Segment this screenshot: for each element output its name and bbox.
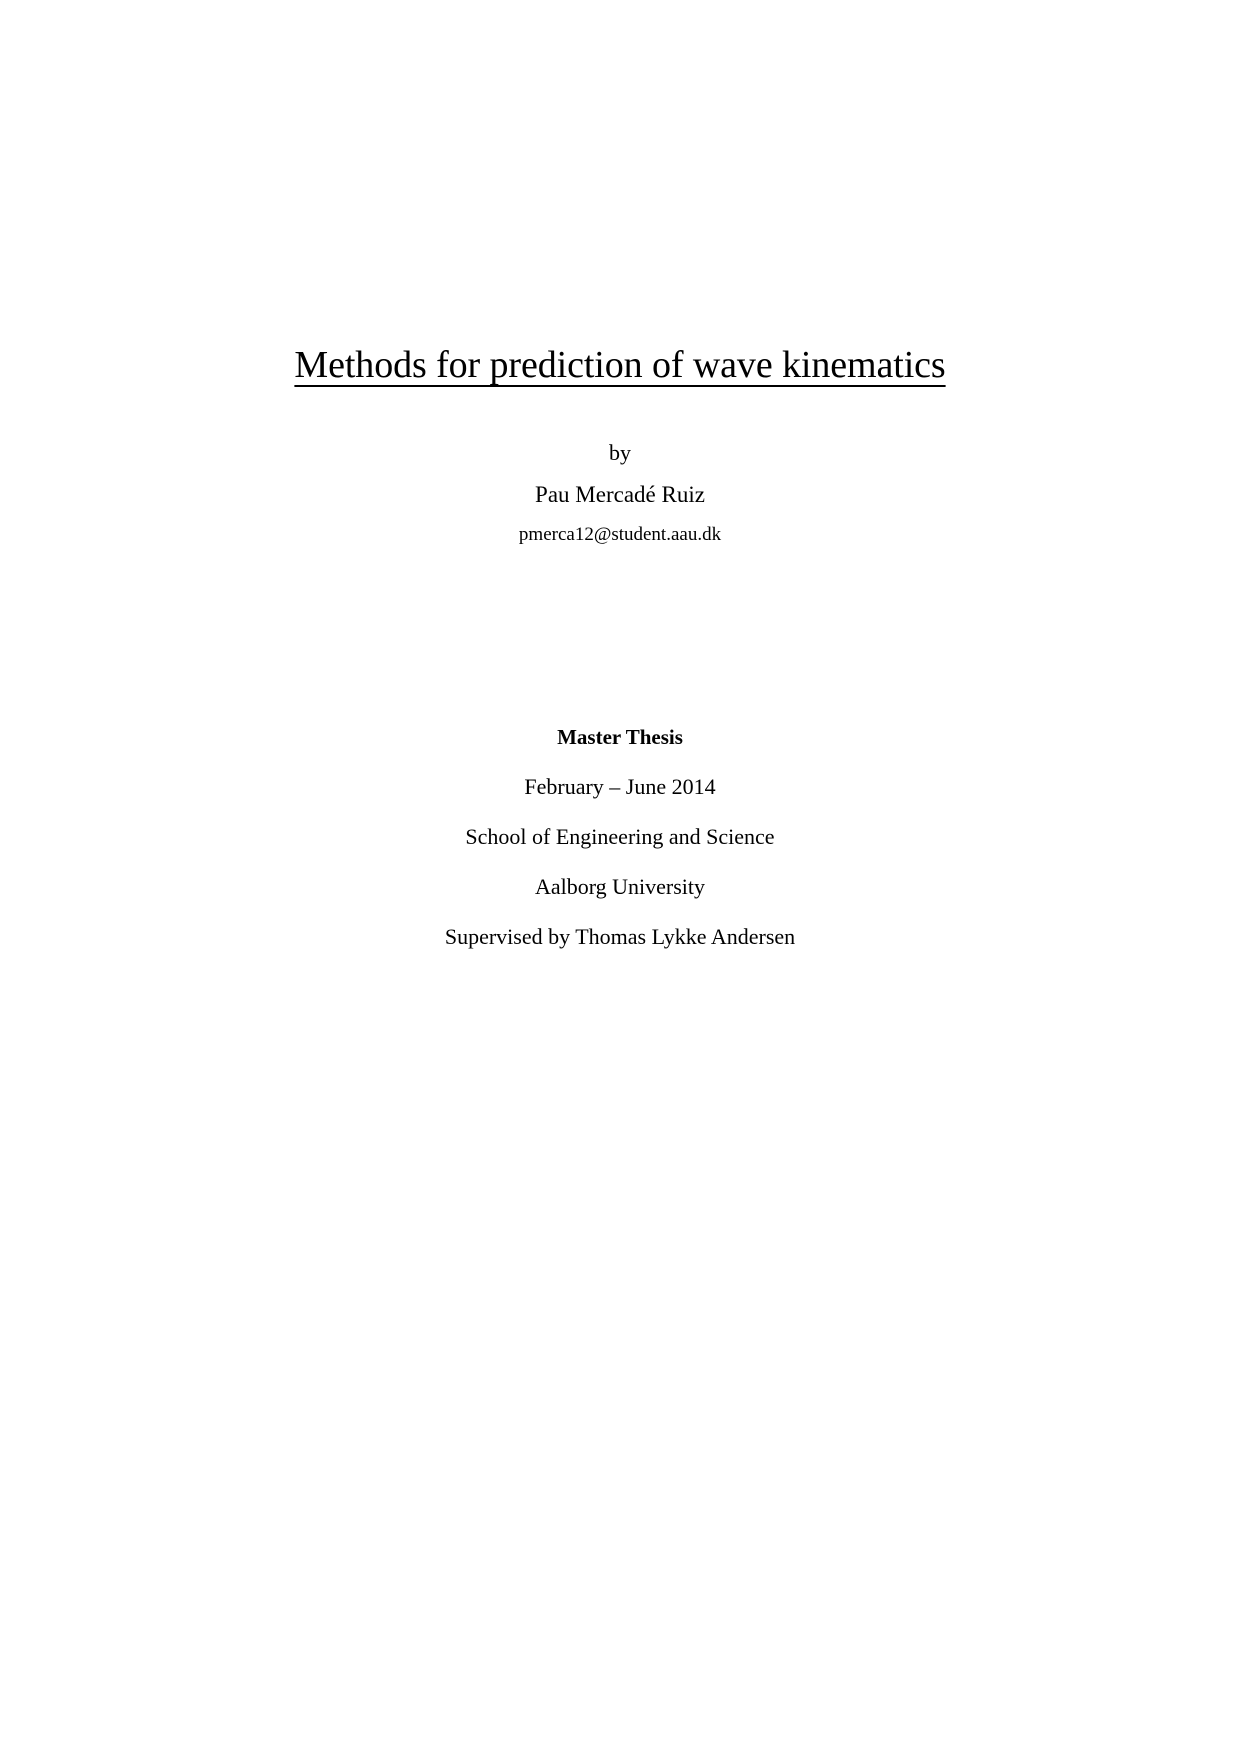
thesis-period: February – June 2014 bbox=[524, 774, 716, 799]
thesis-type: Master Thesis bbox=[557, 725, 683, 749]
author-block bbox=[0, 432, 1240, 554]
university-name: Aalborg University bbox=[534, 874, 706, 899]
thesis-meta-block bbox=[0, 712, 1240, 962]
blank-page-remainder bbox=[0, 990, 1240, 1755]
byline-label: by bbox=[609, 440, 631, 465]
author-name: Pau Mercadé Ruiz bbox=[535, 482, 705, 507]
supervisor-line: Supervised by Thomas Lykke Andersen bbox=[444, 924, 796, 949]
title-block bbox=[0, 318, 1240, 414]
page-title: Methods for prediction of wave kinematics bbox=[294, 344, 946, 387]
author-email: pmerca12@student.aau.dk bbox=[518, 524, 722, 545]
school-name: School of Engineering and Science bbox=[465, 824, 775, 849]
